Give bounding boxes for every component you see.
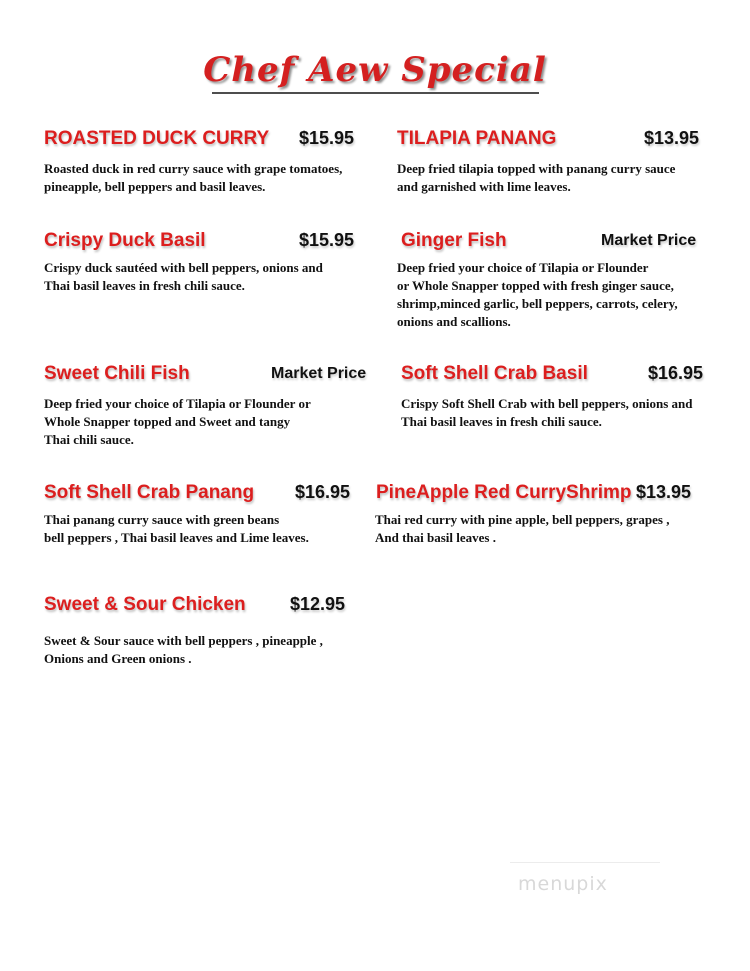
item-name: Sweet Chili Fish bbox=[44, 363, 190, 384]
menu-item-ginger-fish bbox=[397, 230, 717, 331]
item-description: Deep fried your choice of Tilapia or Flounder or Whole Snapper topped and Sweet and tangy Thai chili sauce. bbox=[44, 396, 311, 447]
item-name: ROASTED DUCK CURRY bbox=[44, 128, 270, 149]
item-price: $13.95 bbox=[644, 128, 700, 148]
item-price: $15.95 bbox=[299, 128, 355, 148]
item-description: Deep fried your choice of Tilapia or Flounder or Whole Snapper topped with fresh ginger sauce, shrimp,minced garlic, bell peppers, carrots, celery, onions and scallions. bbox=[397, 260, 678, 329]
item-name: Soft Shell Crab Panang bbox=[44, 482, 255, 503]
menu-item-sweet-sour-chicken bbox=[44, 594, 364, 668]
menu-title: Chef Aew Special bbox=[203, 50, 547, 90]
item-name: Crispy Duck Basil bbox=[44, 230, 206, 251]
item-price: Market Price bbox=[601, 232, 697, 249]
menu-item-tilapia-panang bbox=[397, 128, 717, 196]
item-description: Thai panang curry sauce with green beans bell peppers , Thai basil leaves and Lime leaves. bbox=[44, 512, 309, 545]
item-name: Soft Shell Crab Basil bbox=[401, 363, 588, 384]
item-description: Roasted duck in red curry sauce with grape tomatoes, pineapple, bell peppers and basil leaves. bbox=[44, 161, 343, 194]
menu-item-soft-shell-crab-basil bbox=[401, 363, 721, 431]
item-description: Crispy Soft Shell Crab with bell peppers, onions and Thai basil leaves in fresh chili sauce. bbox=[401, 396, 693, 429]
item-price: $16.95 bbox=[648, 363, 704, 383]
item-description: Crispy duck sautéed with bell peppers, onions and Thai basil leaves in fresh chili sauce. bbox=[44, 260, 323, 293]
watermark-divider bbox=[510, 862, 660, 863]
item-name: TILAPIA PANANG bbox=[397, 128, 557, 149]
item-description: Thai red curry with pine apple, bell peppers, grapes , And thai basil leaves . bbox=[375, 512, 670, 545]
item-price: Market Price bbox=[271, 365, 367, 382]
menu-item-roasted-duck-curry bbox=[44, 128, 364, 196]
watermark: menupix bbox=[518, 873, 608, 895]
item-description: Sweet & Sour sauce with bell peppers , pineapple , Onions and Green onions . bbox=[44, 633, 323, 666]
item-name: Ginger Fish bbox=[401, 230, 507, 251]
item-name: Sweet & Sour Chicken bbox=[44, 594, 246, 615]
menu-item-pineapple-red-curry-shrimp bbox=[375, 482, 715, 547]
item-name: PineApple Red CurryShrimp bbox=[376, 482, 632, 503]
menu-item-crispy-duck-basil bbox=[44, 230, 364, 295]
menu-item-sweet-chili-fish bbox=[44, 363, 384, 449]
item-price: $16.95 bbox=[295, 482, 351, 502]
item-description: Deep fried tilapia topped with panang curry sauce and garnished with lime leaves. bbox=[397, 161, 676, 194]
item-price: $13.95 bbox=[636, 482, 692, 502]
menu-item-soft-shell-crab-panang bbox=[44, 482, 364, 547]
title-underline bbox=[212, 92, 539, 94]
item-price: $12.95 bbox=[290, 594, 346, 614]
item-price: $15.95 bbox=[299, 230, 355, 250]
